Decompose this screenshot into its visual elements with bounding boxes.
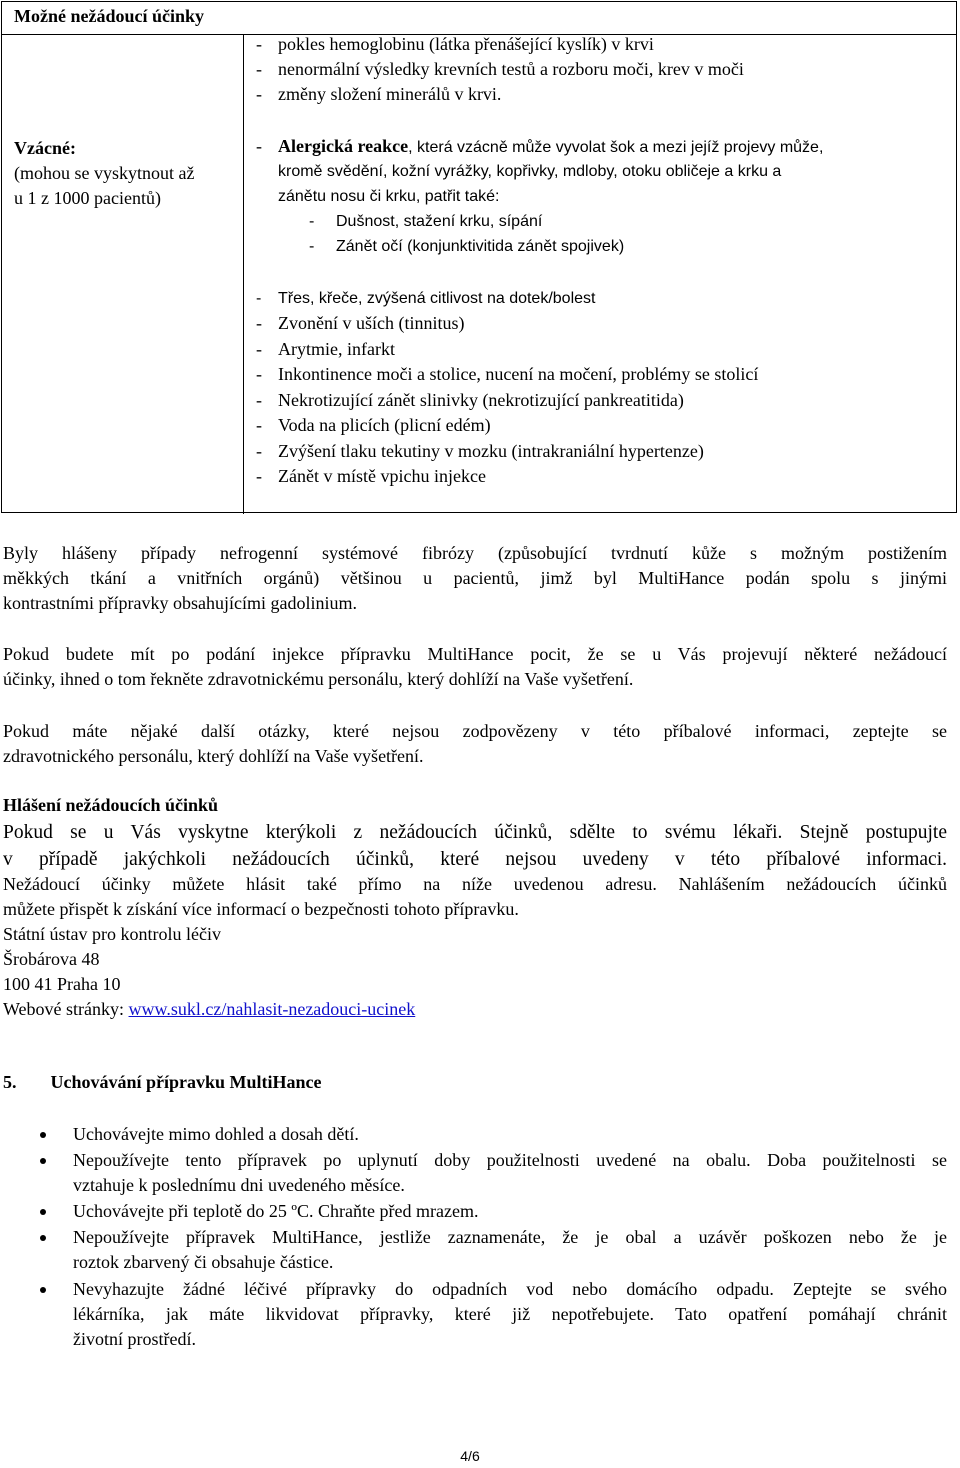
list-item: - nenormální výsledky krevních testů a rozboru moči, krev v moči (256, 59, 744, 79)
list-item: - Zvonění v uších (tinnitus) (256, 313, 465, 333)
bullet-icon (40, 1209, 46, 1215)
section-number: 5. (3, 1072, 17, 1092)
address-line: 100 41 Praha 10 (3, 974, 121, 994)
sukl-link[interactable]: www.sukl.cz/nahlasit-nezadouci-ucinek (128, 999, 416, 1019)
paragraph-notify-staff: Pokud budete mít po podání injekce přípravku MultiHance pocit, že se u Vás projevují některé nežádoucí účinky, ihned o tom řekněte zdravotnickému personálu, který dohlíží na Vaše vyšetření. (3, 644, 947, 689)
list-item: - Zvýšení tlaku tekutiny v mozku (intrakraniální hypertenze) (256, 441, 704, 461)
rare-label-line3: u 1 z 1000 pacientů) (14, 188, 161, 208)
list-item: - Nekrotizující zánět slinivky (nekrotizující pankreatitida) (256, 390, 684, 410)
paragraph-questions: Pokud máte nějaké další otázky, které nejsou zodpovězeny v této příbalové informaci, zeptejte se zdravotnického personálu, který dohlíží na Vaše vyšetření. (3, 721, 947, 766)
web-line: Webové stránky: www.sukl.cz/nahlasit-nezadouci-ucinek (3, 999, 416, 1019)
reporting-address (3, 922, 415, 1022)
address-line: Šrobárova 48 (3, 949, 100, 969)
table-header: Možné nežádoucí účinky (14, 6, 205, 26)
section-title: Uchovávání přípravku MultiHance (50, 1072, 322, 1092)
paragraph-nsf: Byly hlášeny případy nefrogenní systémové fibrózy (způsobující tvrdnutí kůže s možným postižením měkkých tkání a vnitřních orgánů) většinou u pacientů, jimž byl MultiHance podán spolu s jinými kontrastními přípravky obsahujícími gadolinium. (3, 543, 947, 613)
table-divider-vertical (243, 34, 244, 514)
list-item: - Arytmie, infarkt (256, 339, 395, 359)
list-item: - změny složení minerálů v krvi. (256, 84, 502, 104)
reporting-text-large: Pokud se u Vás vyskytne kterýkoli z nežádoucích účinků, sdělte to svému lékaři. Stejně postupujte v případě jakýchkoli nežádoucích účinků, které nejsou uvedeny v této příbalové informaci. (3, 822, 947, 870)
frequency-label-rare (14, 136, 239, 211)
bullet-icon (40, 1158, 46, 1164)
list-item: - Inkontinence moči a stolice, nucení na močení, problémy se stolicí (256, 364, 759, 384)
bullet-icon (40, 1132, 46, 1138)
list-item: - Zánět v místě vpichu injekce (256, 466, 486, 486)
reporting-text: Nežádoucí účinky můžete hlásit také přímo na níže uvedenou adresu. Nahlášením nežádoucích účinků můžete přispět k získání více informací o bezpečnosti tohoto přípravku. (3, 874, 947, 919)
allergy-bold: Alergická reakce (278, 136, 409, 156)
list-item: - pokles hemoglobinu (látka přenášející kyslík) v krvi (256, 34, 654, 54)
reporting-heading: Hlášení nežádoucích účinků (3, 795, 219, 815)
allergy-item: - Alergická reakce, která vzácně může vyvolat šok a mezi jejíž projevy může, (256, 136, 824, 156)
bullet-icon (40, 1235, 46, 1241)
allergy-subitem: - Zánět očí (konjunktivitida zánět spojivek) (309, 238, 625, 255)
allergy-subitem: - Dušnost, stažení krku, sípání (309, 213, 543, 230)
allergy-line2: kromě svědění, kožní vyrážky, kopřivky, mdloby, otoku obličeje a krku a (278, 163, 782, 180)
list-item: - Třes, křeče, zvýšená citlivost na dotek/bolest (256, 290, 596, 307)
rare-label-line2: (mohou se vyskytnout až (14, 163, 195, 183)
page-number: 4/6 (460, 1448, 480, 1464)
allergy-line3: zánětu nosu či krku, patřit také: (278, 188, 500, 205)
address-line: Státní ústav pro kontrolu léčiv (3, 924, 221, 944)
list-item: - Voda na plicích (plicní edém) (256, 415, 491, 435)
section-heading (3, 1072, 322, 1093)
rare-label-title: Vzácné: (14, 138, 76, 158)
bullet-icon (40, 1287, 46, 1293)
